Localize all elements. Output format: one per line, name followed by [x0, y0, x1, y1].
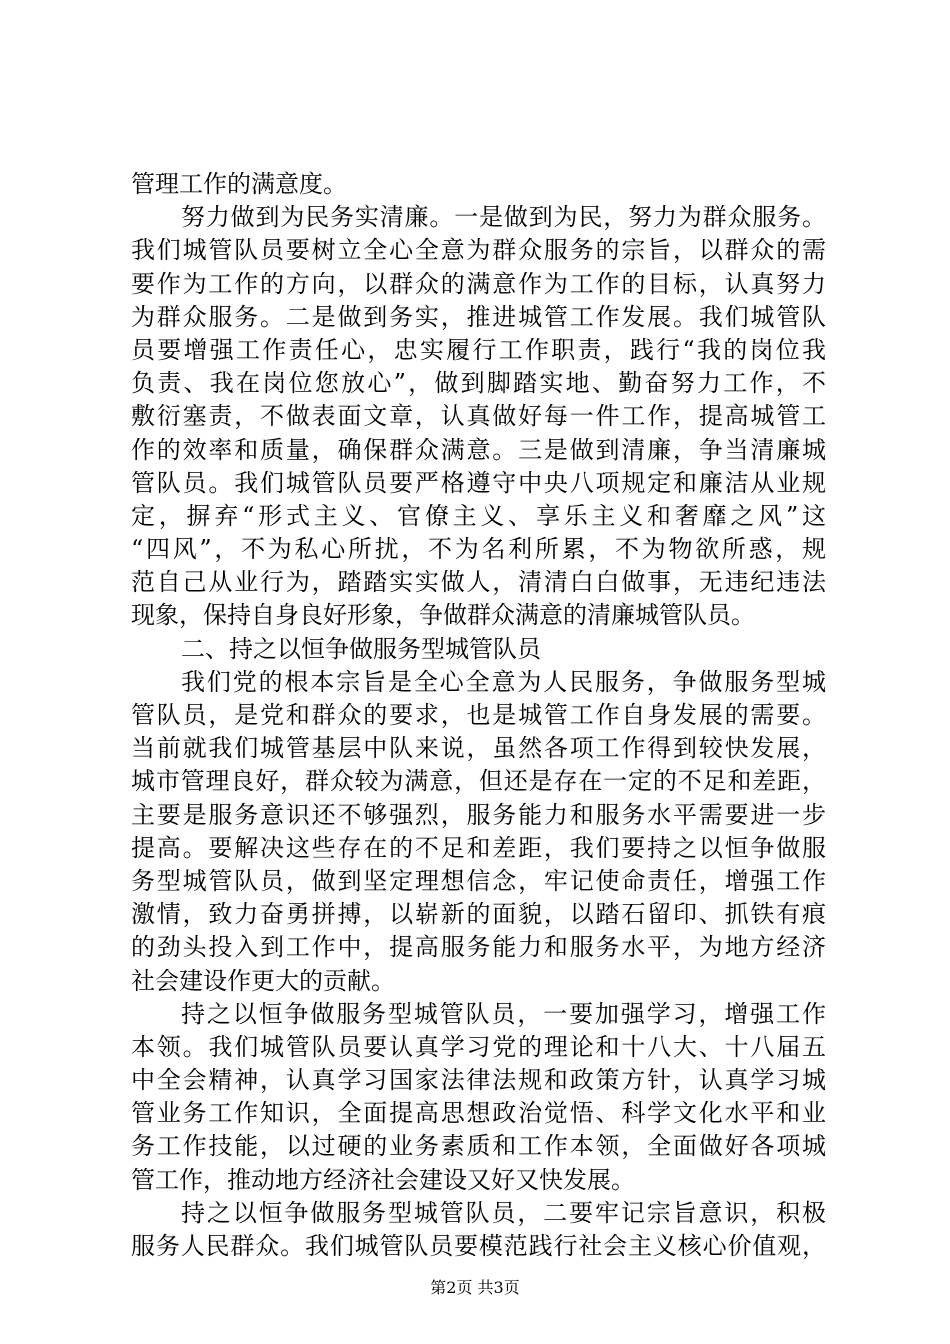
text-line: 主要是服务意识还不够强烈，服务能力和服务水平需要进一步: [131, 800, 826, 829]
text-line: 的劲头投入到工作中，提高服务能力和服务水平，为地方经济: [131, 933, 826, 962]
text-line: 激情，致力奋勇拼搏，以崭新的面貌，以踏石留印、抓铁有痕: [131, 900, 826, 929]
body-text: [131, 168, 826, 1263]
text-line: 当前就我们城管基层中队来说，虽然各项工作得到较快发展，: [131, 734, 826, 763]
text-line: 管队员，是党和群众的要求，也是城管工作自身发展的需要。: [131, 701, 826, 729]
text-line: 管工作，推动地方经济社会建设又好又快发展。: [131, 1165, 635, 1194]
text-line: “四风”，不为私心所扰，不为名利所累，不为物欲所惑，规: [131, 535, 826, 564]
text-line: 管业务工作知识，全面提高思想政治觉悟、科学文化水平和业: [131, 1099, 826, 1128]
page-footer: 第2页 共3页: [430, 1278, 520, 1297]
text-line: 为群众服务。二是做到务实，推进城管工作发展。我们城管队: [131, 302, 826, 331]
text-line: 努力做到为民务实清廉。一是做到为民，努力为群众服务。: [181, 203, 826, 232]
text-line: 现象，保持自身良好形象，争做群众满意的清廉城管队员。: [131, 601, 755, 630]
text-line: 务型城管队员，做到坚定理想信念，牢记使命责任，增强工作: [131, 866, 826, 895]
text-line: 服务人民群众。我们城管队员要模范践行社会主义核心价值观，: [131, 1232, 826, 1260]
text-line: 要作为工作的方向，以群众的满意作为工作的目标，认真努力: [131, 269, 826, 298]
text-line: 提高。要解决这些存在的不足和差距，我们要持之以恒争做服: [131, 833, 826, 862]
text-line: 员要增强工作责任心，忠实履行工作职责，践行“我的岗位我: [131, 335, 826, 364]
text-line: 城市管理良好，群众较为满意，但还是存在一定的不足和差距，: [131, 767, 826, 796]
text-line: 作的效率和质量，确保群众满意。三是做到清廉，争当清廉城: [131, 435, 826, 464]
text-line: 持之以恒争做服务型城管队员，二要牢记宗旨意识，积极: [181, 1198, 826, 1227]
text-line: 定，摒弃“形式主义、官僚主义、享乐主义和奢靡之风”这: [131, 501, 826, 530]
text-line: 我们城管队员要树立全心全意为群众服务的宗旨，以群众的需: [131, 236, 826, 265]
text-line: 社会建设作更大的贡献。: [131, 966, 395, 995]
text-line: 范自己从业行为，踏踏实实做人，清清白白做事，无违纪违法: [131, 568, 826, 597]
text-line: 我们党的根本宗旨是全心全意为人民服务，争做服务型城: [181, 667, 826, 696]
text-line: 持之以恒争做服务型城管队员，一要加强学习，增强工作: [181, 999, 826, 1028]
text-line: 本领。我们城管队员要认真学习党的理论和十八大、十八届五: [131, 1032, 826, 1061]
text-line: 负责、我在岗位您放心”，做到脚踏实地、勤奋努力工作，不: [131, 369, 826, 398]
text-line: 务工作技能，以过硬的业务素质和工作本领，全面做好各项城: [131, 1132, 826, 1161]
text-line: 中全会精神，认真学习国家法律法规和政策方针，认真学习城: [131, 1066, 826, 1095]
text-line: 管理工作的满意度。: [131, 170, 347, 198]
text-line: 二、持之以恒争做服务型城管队员: [181, 634, 541, 663]
text-line: 管队员。我们城管队员要严格遵守中央八项规定和廉洁从业规: [131, 468, 826, 497]
text-line: 敷衍塞责，不做表面文章，认真做好每一件工作，提高城管工: [131, 402, 826, 431]
